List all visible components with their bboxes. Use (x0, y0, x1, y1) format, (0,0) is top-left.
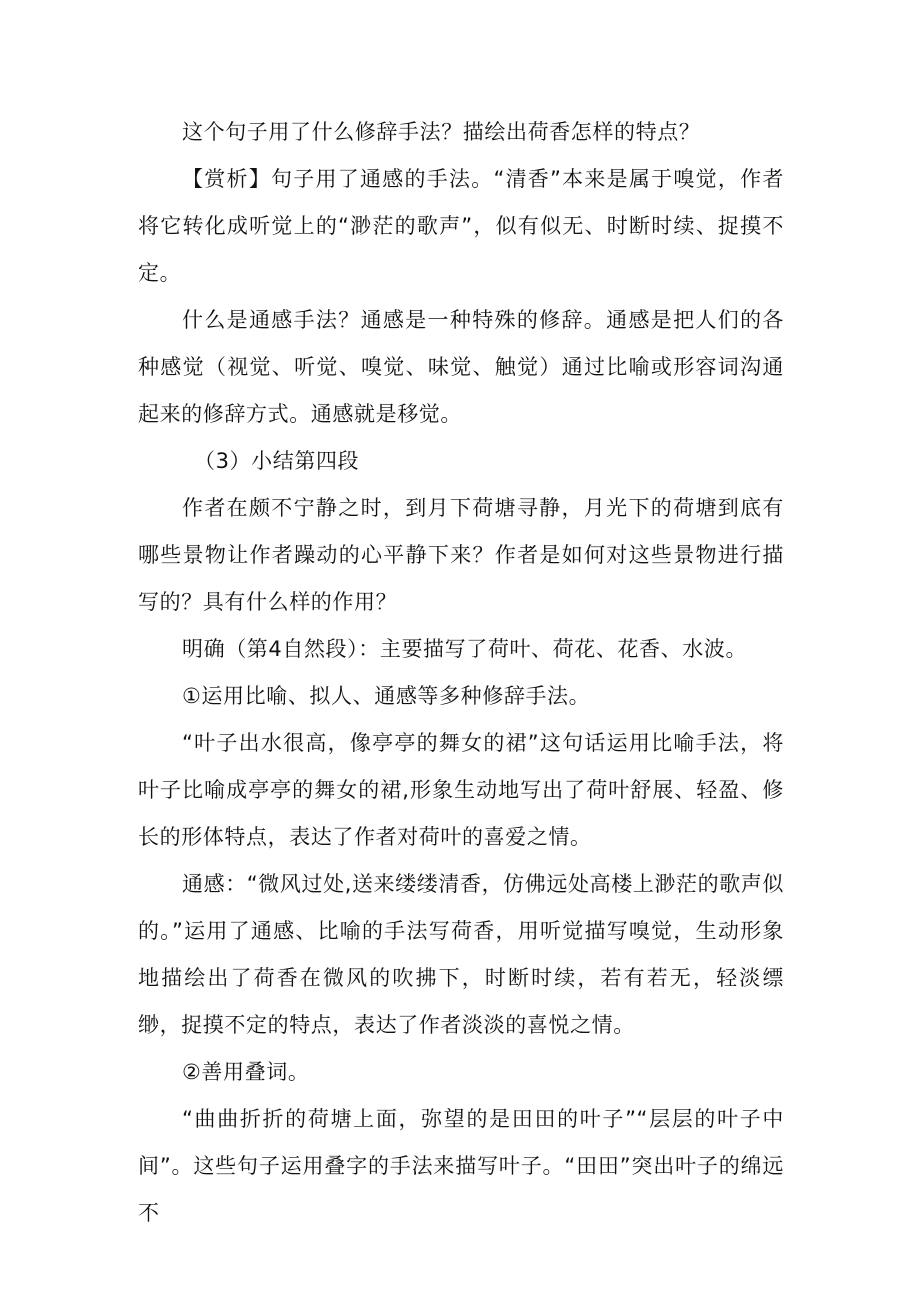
paragraph-question-rhetoric: 这个句子用了什么修辞手法？描绘出荷香怎样的特点？ (182, 120, 701, 144)
paragraph-point-one: ①运用比喻、拟人、通感等多种修辞手法。 (182, 684, 591, 708)
paragraph-section-heading: （3）小结第四段 (194, 449, 360, 473)
document-body (138, 109, 784, 1237)
paragraph-point-two: ②善用叠词。 (182, 1060, 310, 1084)
paragraph-synesthesia-example: 通感：“微风过处,送来缕缕清香，仿佛远处高楼上渺茫的歌声似的。”运用了通感、比喻的手法写荷香，用听觉描写嗅觉，生动形象地描绘出了荷香在微风的吹拂下，时断时续，若有若无，轻淡缥缈，捉摸不定的特点，表达了作者淡淡的喜悦之情。 (138, 872, 784, 1037)
paragraph-synesthesia-definition: 什么是通感手法？通感是一种特殊的修辞。通感是把人们的各种感觉（视觉、听觉、嗅觉、味觉、触觉）通过比喻或形容词沟通起来的修辞方式。通感就是移觉。 (138, 308, 784, 426)
paragraph-clarification: 明确（第4自然段）：主要描写了荷叶、荷花、花香、水波。 (182, 637, 748, 661)
paragraph-appreciation: 【赏析】句子用了通感的手法。“清香”本来是属于嗅觉，作者将它转化成听觉上的“渺茫的歌声”，似有似无、时断时续、捉摸不定。 (138, 167, 784, 285)
paragraph-metaphor-example: “叶子出水很高，像亭亭的舞女的裙”这句话运用比喻手法，将叶子比喻成亭亭的舞女的裙,形象生动地写出了荷叶舒展、轻盈、修长的形体特点，表达了作者对荷叶的喜爱之情。 (138, 731, 784, 849)
paragraph-reduplication-example: “曲曲折折的荷塘上面，弥望的是田田的叶子”“层层的叶子中间”。这些句子运用叠字的手法来描写叶子。“田田”突出叶子的绵远不 (138, 1107, 784, 1225)
paragraph-question-scenery: 作者在颇不宁静之时，到月下荷塘寻静，月光下的荷塘到底有哪些景物让作者躁动的心平静下来？作者是如何对这些景物进行描写的？具有什么样的作用？ (138, 496, 784, 614)
